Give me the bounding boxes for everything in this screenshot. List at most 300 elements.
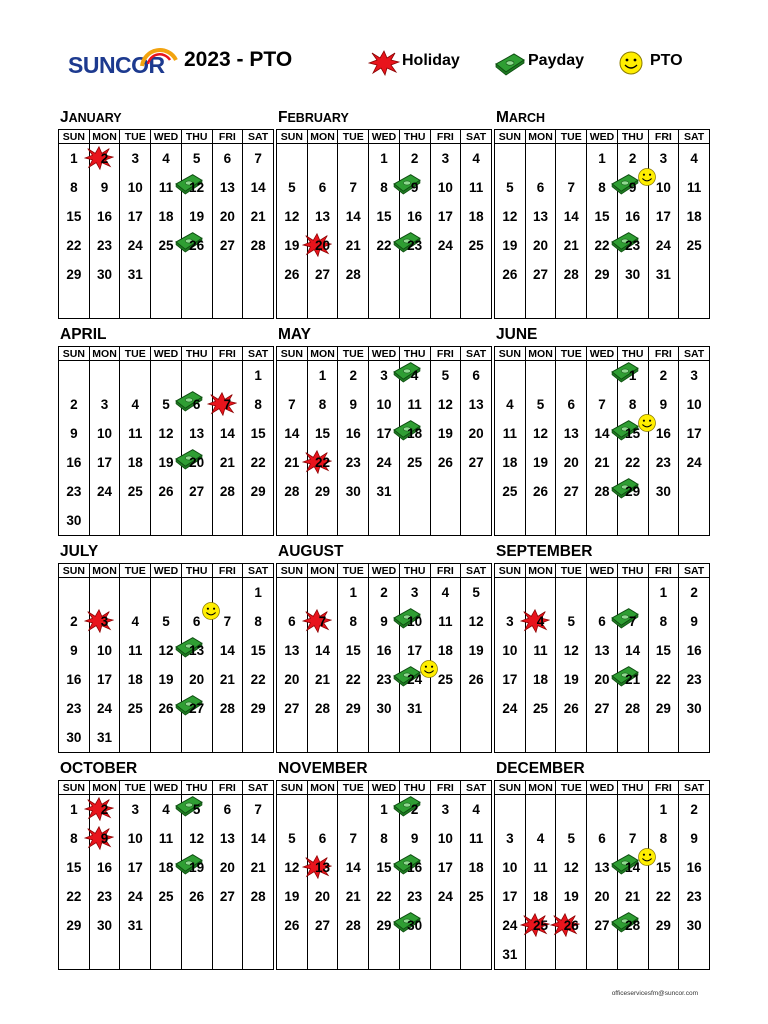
day-cell <box>243 853 274 882</box>
day-cell <box>277 824 308 853</box>
day-cell <box>461 231 492 260</box>
day-number: 10 <box>437 831 453 846</box>
empty-cell <box>556 940 587 970</box>
day-number: 24 <box>97 701 113 716</box>
day-number: 4 <box>410 368 419 383</box>
day-cell <box>277 882 308 911</box>
weekday-header: MON <box>89 781 120 795</box>
day-number: 11 <box>407 397 422 412</box>
empty-cell <box>212 289 243 319</box>
day-cell <box>181 665 212 694</box>
day-number: 11 <box>533 860 548 875</box>
empty-cell <box>120 506 151 536</box>
day-cell <box>648 911 679 940</box>
day-number: 6 <box>318 180 327 195</box>
day-cell <box>277 202 308 231</box>
day-cell <box>430 202 461 231</box>
empty-cell <box>243 911 274 940</box>
empty-cell <box>212 260 243 289</box>
day-number: 26 <box>189 889 205 904</box>
day-number: 22 <box>625 455 641 470</box>
day-cell <box>617 202 648 231</box>
day-number: 2 <box>100 151 109 166</box>
day-cell <box>181 231 212 260</box>
week-row <box>495 419 710 448</box>
weekday-header: SAT <box>679 781 710 795</box>
month-table <box>494 780 710 970</box>
day-number: 13 <box>189 426 205 441</box>
day-number: 7 <box>628 831 637 846</box>
empty-cell <box>587 940 618 970</box>
empty-cell <box>495 144 526 174</box>
day-number: 2 <box>70 614 78 629</box>
day-cell <box>89 231 120 260</box>
day-number: 13 <box>219 831 235 846</box>
day-number: 24 <box>655 238 671 253</box>
month-table <box>276 780 492 970</box>
week-row <box>59 173 274 202</box>
day-cell <box>461 419 492 448</box>
empty-cell <box>430 289 461 319</box>
week-row <box>277 390 492 419</box>
month-table <box>58 780 274 970</box>
empty-cell <box>277 289 308 319</box>
day-cell <box>338 361 369 391</box>
day-cell <box>495 665 526 694</box>
weekday-header: MON <box>525 130 556 144</box>
day-number: 22 <box>315 455 331 470</box>
day-number: 26 <box>284 918 300 933</box>
day-cell <box>89 636 120 665</box>
day-cell <box>399 173 430 202</box>
day-cell <box>338 419 369 448</box>
day-number: 30 <box>407 918 423 933</box>
day-number: 8 <box>349 614 358 629</box>
day-number: 17 <box>655 209 671 224</box>
day-number: 18 <box>407 426 423 441</box>
smiley-face-icon <box>201 601 221 624</box>
day-number: 13 <box>315 860 331 875</box>
month-december <box>494 758 710 970</box>
empty-cell <box>461 477 492 506</box>
day-cell <box>679 607 710 636</box>
day-cell <box>556 173 587 202</box>
day-cell <box>461 795 492 825</box>
day-cell <box>181 448 212 477</box>
day-cell <box>430 419 461 448</box>
month-title: OCTOBER <box>60 760 138 777</box>
day-number: 23 <box>686 889 702 904</box>
day-number: 14 <box>219 426 235 441</box>
month-november <box>276 758 492 970</box>
day-cell <box>399 390 430 419</box>
day-number: 1 <box>349 585 358 600</box>
day-number: 16 <box>376 643 392 658</box>
day-cell <box>120 419 151 448</box>
empty-cell <box>461 723 492 753</box>
day-number: 20 <box>219 860 235 875</box>
day-number: 10 <box>502 643 518 658</box>
day-number: 6 <box>598 614 606 629</box>
day-number: 31 <box>127 267 143 282</box>
day-cell <box>430 390 461 419</box>
day-cell <box>89 607 120 636</box>
day-number: 8 <box>70 180 78 195</box>
day-number: 5 <box>567 614 576 629</box>
weekday-header: FRI <box>212 564 243 578</box>
week-row <box>495 260 710 289</box>
weekday-header: SUN <box>495 130 526 144</box>
day-number: 18 <box>158 860 174 875</box>
empty-cell <box>587 578 618 608</box>
day-number: 5 <box>472 585 480 600</box>
day-number: 31 <box>502 947 518 962</box>
day-cell <box>89 202 120 231</box>
day-number: 19 <box>437 426 453 441</box>
week-row <box>59 231 274 260</box>
day-number: 4 <box>690 151 698 166</box>
day-number: 22 <box>250 455 266 470</box>
day-number: 26 <box>437 455 453 470</box>
day-cell <box>587 824 618 853</box>
day-number: 11 <box>502 426 517 441</box>
day-cell <box>495 882 526 911</box>
day-number: 25 <box>407 455 423 470</box>
day-number: 11 <box>438 614 453 629</box>
weekday-header: WED <box>369 347 400 361</box>
day-number: 24 <box>376 455 392 470</box>
day-number: 26 <box>158 701 174 716</box>
day-cell <box>120 260 151 289</box>
weekday-header: WED <box>151 130 182 144</box>
day-cell <box>648 361 679 391</box>
day-number: 2 <box>410 802 419 817</box>
day-number: 20 <box>533 238 549 253</box>
day-number: 16 <box>407 209 423 224</box>
day-number: 9 <box>690 831 698 846</box>
week-row <box>59 824 274 853</box>
day-cell <box>648 419 679 448</box>
day-number: 31 <box>407 701 423 716</box>
day-number: 12 <box>158 426 174 441</box>
day-number: 14 <box>345 860 361 875</box>
day-cell <box>243 202 274 231</box>
empty-cell <box>59 940 90 970</box>
day-cell <box>277 911 308 940</box>
day-number: 17 <box>437 860 453 875</box>
day-cell <box>307 665 338 694</box>
day-cell <box>495 173 526 202</box>
weekday-header: SAT <box>679 564 710 578</box>
week-row <box>59 665 274 694</box>
day-number: 20 <box>563 455 579 470</box>
weekday-header: FRI <box>648 564 679 578</box>
suncor-logo <box>68 40 178 84</box>
day-number: 3 <box>380 368 388 383</box>
day-cell <box>525 607 556 636</box>
day-number: 24 <box>437 238 453 253</box>
day-cell <box>399 882 430 911</box>
day-cell <box>369 824 400 853</box>
day-number: 5 <box>162 614 170 629</box>
day-cell <box>120 202 151 231</box>
day-cell <box>495 853 526 882</box>
day-cell <box>151 665 182 694</box>
day-number: 2 <box>659 368 668 383</box>
week-row <box>277 665 492 694</box>
day-cell <box>430 824 461 853</box>
day-cell <box>587 694 618 723</box>
weekday-header: FRI <box>430 564 461 578</box>
day-cell <box>338 390 369 419</box>
empty-cell <box>679 477 710 506</box>
week-row <box>59 636 274 665</box>
day-cell <box>430 795 461 825</box>
day-cell <box>587 260 618 289</box>
day-number: 14 <box>250 180 266 195</box>
day-cell <box>212 477 243 506</box>
day-number: 29 <box>655 701 671 716</box>
day-number: 11 <box>468 831 484 846</box>
month-title: JUNE <box>496 326 538 343</box>
day-cell <box>243 231 274 260</box>
day-cell <box>461 448 492 477</box>
day-number: 6 <box>192 397 201 412</box>
weekday-header: WED <box>151 347 182 361</box>
day-number: 9 <box>410 180 419 195</box>
day-number: 9 <box>690 614 698 629</box>
weekday-header: MON <box>89 564 120 578</box>
empty-cell <box>338 795 369 825</box>
week-row <box>495 824 710 853</box>
day-number: 21 <box>625 672 641 687</box>
week-row <box>277 144 492 174</box>
day-cell <box>495 940 526 970</box>
week-row <box>277 289 492 319</box>
day-number: 26 <box>502 267 518 282</box>
weekday-header: TUE <box>338 130 369 144</box>
day-cell <box>587 144 618 174</box>
week-row <box>277 853 492 882</box>
day-number: 2 <box>628 151 637 166</box>
empty-cell <box>525 578 556 608</box>
empty-cell <box>461 694 492 723</box>
day-number: 25 <box>686 238 702 253</box>
day-number: 25 <box>127 701 143 716</box>
day-number: 28 <box>563 267 579 282</box>
day-cell <box>120 795 151 825</box>
empty-cell <box>181 723 212 753</box>
day-cell <box>679 694 710 723</box>
day-number: 8 <box>254 614 262 629</box>
empty-cell <box>243 723 274 753</box>
day-cell <box>243 419 274 448</box>
day-cell <box>181 419 212 448</box>
day-cell <box>212 665 243 694</box>
day-cell <box>120 665 151 694</box>
weekday-header: WED <box>369 564 400 578</box>
empty-cell <box>151 911 182 940</box>
day-cell <box>679 578 710 608</box>
day-cell <box>181 202 212 231</box>
day-number: 7 <box>223 614 232 629</box>
day-cell <box>679 231 710 260</box>
day-number: 16 <box>407 860 423 875</box>
day-cell <box>212 144 243 174</box>
day-number: 28 <box>345 267 361 282</box>
weekday-header: WED <box>587 564 618 578</box>
weekday-header: THU <box>399 130 430 144</box>
day-number: 10 <box>655 180 671 195</box>
day-cell <box>59 477 90 506</box>
day-number: 14 <box>250 831 266 846</box>
month-title: APRIL <box>60 326 107 343</box>
day-number: 23 <box>686 672 702 687</box>
empty-cell <box>120 723 151 753</box>
day-number: 22 <box>655 672 671 687</box>
day-number: 10 <box>407 614 423 629</box>
empty-cell <box>556 144 587 174</box>
day-cell <box>120 636 151 665</box>
empty-cell <box>617 940 648 970</box>
day-cell <box>525 882 556 911</box>
month-title: JULY <box>60 543 99 560</box>
day-number: 12 <box>502 209 518 224</box>
weekday-header: SUN <box>59 781 90 795</box>
day-number: 20 <box>219 209 235 224</box>
empty-cell <box>587 289 618 319</box>
day-cell <box>648 578 679 608</box>
empty-cell <box>648 723 679 753</box>
day-cell <box>120 144 151 174</box>
day-cell <box>338 231 369 260</box>
month-february <box>276 107 492 319</box>
day-number: 12 <box>158 643 174 658</box>
day-cell <box>181 477 212 506</box>
day-number: 28 <box>625 918 641 933</box>
day-number: 30 <box>655 484 671 499</box>
day-number: 22 <box>250 672 266 687</box>
day-cell <box>151 607 182 636</box>
day-cell <box>556 231 587 260</box>
holiday-burst-icon <box>302 608 332 637</box>
empty-cell <box>461 506 492 536</box>
day-number: 18 <box>127 455 143 470</box>
day-cell <box>243 448 274 477</box>
day-cell <box>399 448 430 477</box>
empty-cell <box>587 795 618 825</box>
day-number: 3 <box>441 151 450 166</box>
day-cell <box>338 665 369 694</box>
month-title: AUGUST <box>278 543 344 560</box>
day-cell <box>648 202 679 231</box>
day-cell <box>243 173 274 202</box>
day-number: 8 <box>254 397 262 412</box>
weekday-header: TUE <box>120 781 151 795</box>
holiday-burst-icon <box>84 608 114 637</box>
month-table <box>58 563 274 753</box>
day-number: 12 <box>189 180 205 195</box>
day-number: 12 <box>533 426 549 441</box>
day-cell <box>430 231 461 260</box>
day-cell <box>243 636 274 665</box>
day-number: 28 <box>284 484 300 499</box>
day-number: 9 <box>70 426 78 441</box>
day-number: 19 <box>533 455 549 470</box>
month-table <box>276 129 492 319</box>
day-cell <box>399 578 430 608</box>
day-cell <box>212 419 243 448</box>
day-cell <box>338 607 369 636</box>
day-number: 13 <box>315 209 331 224</box>
weekday-header: THU <box>399 347 430 361</box>
day-number: 4 <box>162 151 170 166</box>
empty-cell <box>587 723 618 753</box>
weekday-header: SUN <box>59 347 90 361</box>
empty-cell <box>461 260 492 289</box>
weekday-header: SUN <box>495 564 526 578</box>
day-number: 7 <box>254 802 262 817</box>
empty-cell <box>307 940 338 970</box>
weekday-header: TUE <box>556 130 587 144</box>
day-cell <box>120 448 151 477</box>
day-number: 6 <box>223 151 232 166</box>
weekday-header: FRI <box>648 347 679 361</box>
day-number: 30 <box>97 918 113 933</box>
day-number: 10 <box>127 831 143 846</box>
day-number: 24 <box>437 889 453 904</box>
day-number: 25 <box>158 889 174 904</box>
legend-pto-label: PTO <box>650 52 683 69</box>
day-cell <box>307 361 338 391</box>
page-header <box>0 0 768 100</box>
empty-cell <box>430 260 461 289</box>
week-row <box>59 477 274 506</box>
weekday-header: WED <box>151 564 182 578</box>
weekday-header: SAT <box>679 130 710 144</box>
day-number: 1 <box>380 802 388 817</box>
day-cell <box>59 173 90 202</box>
day-cell <box>679 448 710 477</box>
day-number: 9 <box>100 180 109 195</box>
day-cell <box>120 607 151 636</box>
empty-cell <box>430 694 461 723</box>
day-number: 1 <box>70 151 78 166</box>
day-cell <box>525 173 556 202</box>
empty-cell <box>151 361 182 391</box>
day-cell <box>617 882 648 911</box>
week-row <box>495 390 710 419</box>
day-cell <box>648 665 679 694</box>
empty-cell <box>679 940 710 970</box>
day-cell <box>89 882 120 911</box>
weekday-header: MON <box>307 130 338 144</box>
weekday-header: WED <box>587 347 618 361</box>
day-number: 27 <box>219 889 235 904</box>
day-number: 18 <box>533 889 549 904</box>
empty-cell <box>59 289 90 319</box>
week-row <box>495 795 710 825</box>
day-cell <box>679 665 710 694</box>
month-table <box>58 129 274 319</box>
empty-cell <box>243 260 274 289</box>
day-number: 26 <box>158 484 174 499</box>
day-cell <box>151 882 182 911</box>
weekday-header: MON <box>89 347 120 361</box>
week-row <box>495 173 710 202</box>
month-table <box>494 563 710 753</box>
day-number: 21 <box>250 860 266 875</box>
